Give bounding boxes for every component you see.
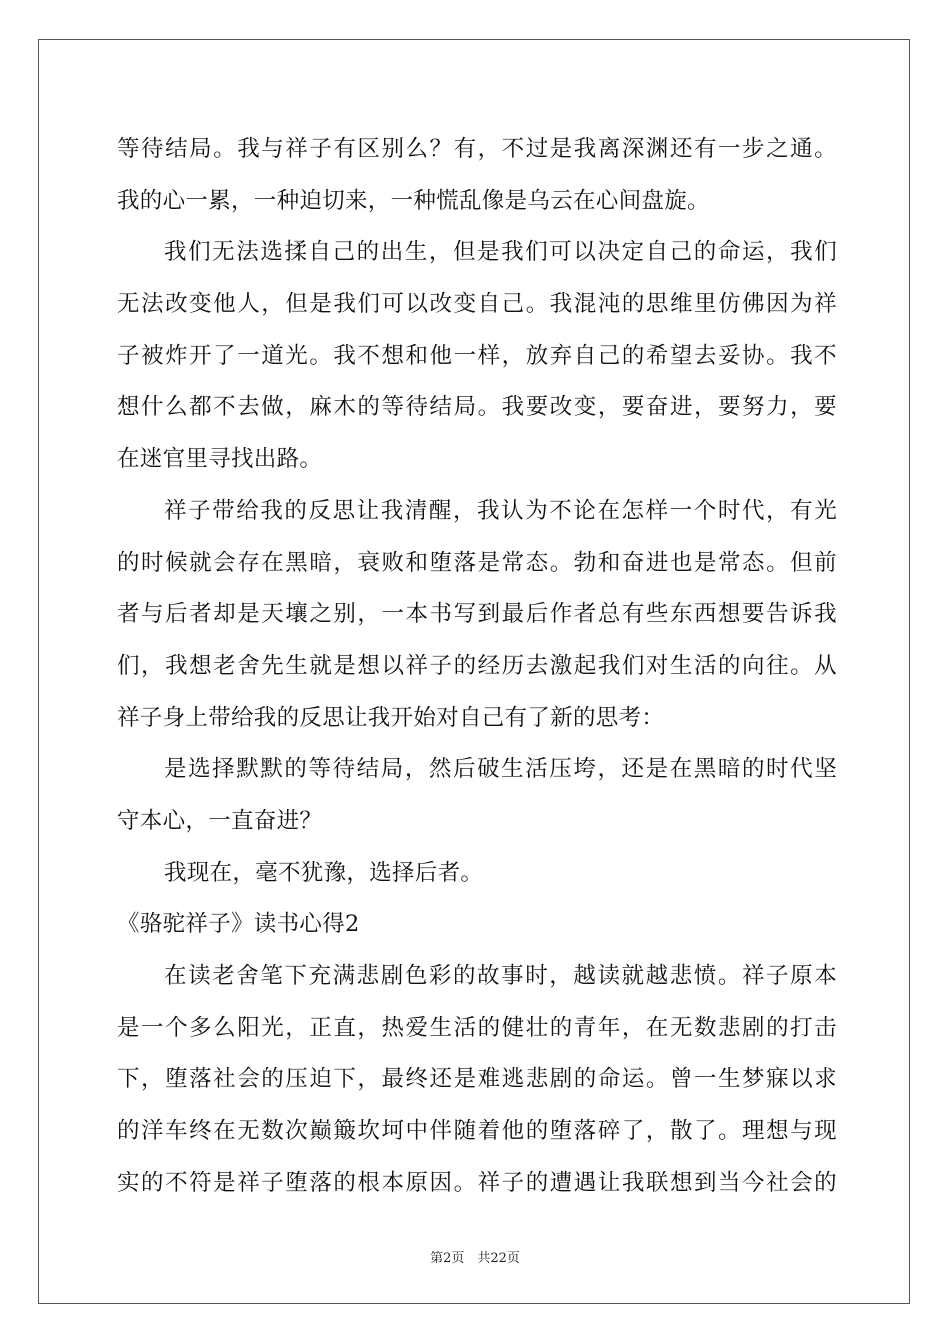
paragraph-first-line: 我们无法选揉自己的出生，但是我们可以决定自己的命运，我们 [164, 239, 837, 266]
text-line: 们，我想老舍先生就是想以祥子的经历去激起我们对生活的向往。从 [117, 652, 837, 679]
paragraph-first-line: 是选择默默的等待结局，然后破生活压垮，还是在黑暗的时代坚 [164, 756, 837, 783]
document-body [117, 124, 837, 1209]
text-line: 的时候就会存在黑暗，衰败和堕落是常态。勃和奋进也是常态。但前 [117, 549, 837, 576]
paragraph-first-line: 我现在，毫不犹豫，选择后者。 [164, 859, 484, 886]
paragraph-first-line: 在读老舍笔下充满悲剧色彩的故事时，越读就越悲愤。祥子原本 [164, 963, 837, 989]
text-line: 下，堕落社会的压迫下，最终还是难逃悲剧的命运。曾一生梦寐以求 [117, 1066, 837, 1093]
paragraph-first-line: 祥子带给我的反思让我清醒，我认为不论在怎样一个时代，有光 [164, 497, 837, 524]
text-line: 祥子身上带给我的反思让我开始对自己有了新的思考： [117, 704, 665, 731]
text-line: 实的不符是祥子堕落的根本原因。祥子的遭遇让我联想到当今社会的 [117, 1169, 837, 1196]
text-line: 子被炸开了一道光。我不想和他一样，放弃自己的希望去妥协。我不 [117, 342, 837, 369]
text-line: 想什么都不去做，麻木的等待结局。我要改变，要奋进，要努力，要 [117, 394, 837, 421]
text-line: 等待结局。我与祥子有区别么？有，不过是我离深渊还有一步之通。 [117, 136, 837, 162]
text-line: 在迷官里寻找出路。 [117, 446, 323, 473]
page-number: 第2页 共22页 [430, 1251, 520, 1266]
text-line: 无法改变他人，但是我们可以改变自己。我混沌的思维里仿佛因为祥 [117, 291, 837, 318]
text-line: 者与后者却是天壤之别，一本书写到最后作者总有些东西想要告诉我 [117, 601, 837, 628]
text-line: 的洋车终在无数次巅簸坎坷中伴随着他的堕落碎了，散了。理想与现 [117, 1118, 837, 1145]
page-footer [0, 1247, 950, 1266]
text-line: 守本心，一直奋进？ [117, 807, 323, 834]
text-line: 我的心一累，一种迫切来，一种慌乱像是乌云在心间盘旋。 [117, 187, 710, 214]
section-heading: 《骆驼祥子》读书心得2 [117, 911, 360, 938]
text-line: 是一个多么阳光，正直，热爱生活的健壮的青年，在无数悲剧的打击 [117, 1014, 837, 1041]
